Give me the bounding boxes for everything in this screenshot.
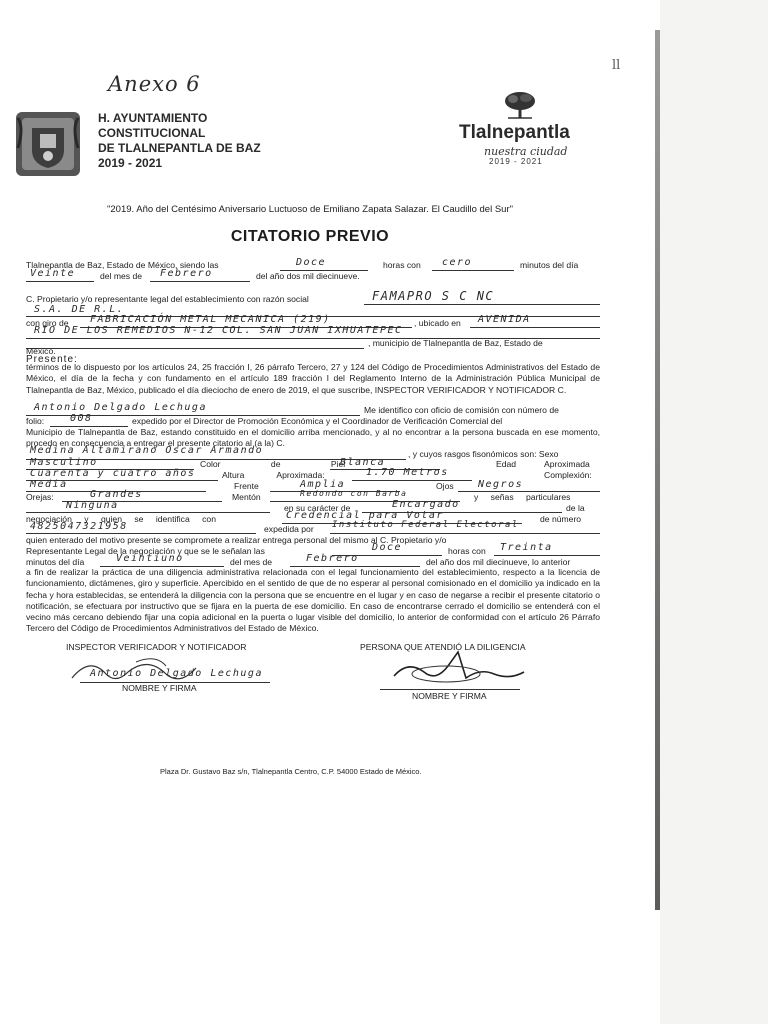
legal-basis-paragraph: términos de lo dispuesto por los artículos 24, 25 fracción I, 26 párrafo Tercero, 27 y 124 del Código de Procedimientos Administrativos del Estado de México, el día de la fecha y con fundamento en el artículo 189 fracción I del Reglamento Interno de la Administración Pública Municipal de Tlalnepantla de Baz, México, publicado el día dieciocho de enero de 2019, el que suscribe, INSPECTOR VERIFICADOR Y NOTIFICADOR C. xyxy=(26,362,600,395)
commission-text: Me identifico con oficio de comisión con número de xyxy=(364,405,559,415)
value-id-issuer: Instituto Federal Electoral xyxy=(332,520,519,530)
folio-label: folio: xyxy=(26,416,45,426)
features-text: , y cuyos rasgos fisonómicos son: Sexo xyxy=(408,449,559,459)
marks-label: y señas particulares xyxy=(474,492,571,502)
municipality-text: , municipio de Tlalnepantla de Baz, Estado de xyxy=(368,338,543,348)
document-title: CITATORIO PREVIO xyxy=(230,228,390,245)
age-label: Edad Aproximada xyxy=(496,459,590,469)
located-at-text: , ubicado en xyxy=(414,318,461,328)
value-new-day: Veintiuno xyxy=(116,553,184,564)
number-label: de número xyxy=(540,514,582,524)
value-age: Cuarenta y cuatro años xyxy=(30,468,196,479)
value-address-line1: AVENIDA xyxy=(478,314,531,325)
build-label: Complexión: xyxy=(544,470,592,480)
salutation: Presente: xyxy=(26,354,78,365)
value-inspector-name: Antonio Delgado Lechuga xyxy=(34,402,207,413)
of-month-text-2: del mes de xyxy=(230,557,273,567)
value-new-month: Febrero xyxy=(306,553,359,564)
identified-with-text: negociación y quien se identifica con xyxy=(26,514,216,524)
annex-handwritten-note: Anexo 6 xyxy=(108,72,201,96)
value-business-name: FAMAPRO S C NC xyxy=(372,289,495,303)
hours-with-text-2: horas con xyxy=(448,546,486,556)
value-hour: Doce xyxy=(296,257,327,268)
issued-by-label: expedida por xyxy=(264,524,314,534)
municipal-coat-of-arms xyxy=(12,108,84,180)
year-text: del año dos mil diecinueve. xyxy=(256,271,360,281)
minutes-of-day-text: minutos del día xyxy=(520,260,579,270)
chin-label: Mentón xyxy=(232,492,261,502)
value-height: 1.70 Metros xyxy=(366,467,449,478)
commitment-text: quien enterado del motivo presente se compromete a realizar entrega personal del mismo al C. Propietario y/o xyxy=(26,535,447,545)
value-id-type: Credencial para Votar xyxy=(286,510,444,521)
owner-intro-text: C. Propietario y/o representante legal del establecimiento con razón social xyxy=(26,294,309,304)
header-block xyxy=(98,111,261,171)
value-ears: Grandes xyxy=(90,489,143,500)
inspector-signature-name: Antonio Delgado Lechuga xyxy=(90,668,263,679)
value-business-type: S.A. DE R.L. xyxy=(34,304,125,315)
value-sex: Masculino xyxy=(30,457,98,468)
value-folio: 008 xyxy=(70,413,93,424)
corner-pencil-mark: ll xyxy=(612,58,621,73)
value-chin: Redondo con Barba xyxy=(300,489,408,498)
business-line-text: con giro de xyxy=(26,318,69,328)
skin-color-label: Color de Piel xyxy=(200,459,346,469)
value-minutes: cero xyxy=(442,257,473,268)
value-eyes: Negros xyxy=(478,479,524,490)
header-line1: H. AYUNTAMIENTO xyxy=(98,111,208,125)
value-role: Encargado xyxy=(392,499,460,510)
eyes-label: Ojos xyxy=(436,481,454,491)
ears-label: Orejas: xyxy=(26,492,54,502)
forehead-label: Frente xyxy=(234,481,259,491)
value-marks: Ninguna xyxy=(66,500,119,511)
inspector-signature-role: INSPECTOR VERIFICADOR Y NOTIFICADOR xyxy=(66,642,247,652)
value-build: Media xyxy=(30,479,68,490)
header-line3: DE TLALNEPANTLA DE BAZ xyxy=(98,141,261,155)
value-address-line2: RIO DE LOS REMEDIOS N-12 COL. SAN JUAN IXHUATEPEC xyxy=(34,325,403,336)
attendee-signature-role: PERSONA QUE ATENDIÓ LA DILIGENCIA xyxy=(360,642,526,652)
header-years: 2019 - 2021 xyxy=(98,156,163,170)
attendee-signature-caption: NOMBRE Y FIRMA xyxy=(412,691,487,701)
value-day: Veinte xyxy=(30,268,76,279)
inspector-signature-caption: NOMBRE Y FIRMA xyxy=(122,683,197,693)
value-month: Febrero xyxy=(160,268,213,279)
brand-years: 2019 - 2021 xyxy=(489,157,543,166)
value-business-line: FABRICACIÓN METAL MECANICA (219) xyxy=(90,314,331,325)
value-recipient-name: Medina Altamirano Oscar Armando xyxy=(30,445,264,456)
footer-address: Plaza Dr. Gustavo Baz s/n, Tlalnepantla Centro, C.P. 54000 Estado de México. xyxy=(160,767,422,776)
value-skin-color: Blanca xyxy=(340,457,386,468)
scheduled-text: Representante Legal de la negociación y que se le señalan las xyxy=(26,546,265,556)
height-label: Altura Aproximada: xyxy=(222,470,325,480)
role-label: en su carácter de xyxy=(284,503,351,513)
page-edge-shadow xyxy=(655,30,660,910)
of-month-text: del mes de xyxy=(100,271,143,281)
value-id-number: 4825047321958 xyxy=(30,521,128,532)
warning-paragraph: a fin de realizar la práctica de una diligencia administrativa relacionada con el legal funcionamiento del establecimiento, respecto a la licencia de funcionamiento, dictámenes, giro y superficie. Apercibido en el sentido de que de no esperar al personal comisionado en el domicilio ya indicado en la fecha y hora establecidas, se entenderá la diligencia con la persona que se encuentre en el lugar y en caso de negarse a recibir el presente citatorio o notificación, se efectuara por instructivo que se fijara en la puerta de ese domicilio. En caso de encontrarse cerrado el domicilio se entenderá con el vecino más cercano debiendo fijar una copia adicional en la puerta o lugar visible del domicilio, lo anterior de conformidad con el artículo 26 Párrafo Tercero del Código de Procedimientos Administrativos del Estado de México. xyxy=(26,567,600,634)
summons-paragraph: Municipio de Tlalnepantla de Baz, estando constituido en el domicilio arriba mencionado, y al no encontrar a la persona buscada en ese momento, procedo en consecuencia a entregar el presente citatorio al (a la) C. xyxy=(26,427,600,449)
year-motto: "2019. Año del Centésimo Aniversario Luctuoso de Emiliano Zapata Salazar. El Caudillo del Sur" xyxy=(107,204,513,215)
value-forehead: Amplia xyxy=(300,479,346,490)
value-new-minutes: Treinta xyxy=(500,542,553,553)
brand-name: Tlalnepantla xyxy=(459,122,570,143)
date-intro-text: Tlalnepantla de Baz, Estado de México, siendo las xyxy=(26,260,219,270)
tree-logo-icon xyxy=(500,90,540,120)
attendee-signature-scribble xyxy=(388,650,528,688)
header-line2: CONSTITUCIONAL xyxy=(98,126,206,140)
minutes-of-day-text-2: minutos del día xyxy=(26,557,85,567)
state-text: México. xyxy=(26,346,56,356)
hours-with-text: horas con xyxy=(383,260,421,270)
year-text-2: del año dos mil diecinueve, lo anterior xyxy=(426,557,571,567)
value-new-hour: Doce xyxy=(372,542,403,553)
issued-by-text: expedido por el Director de Promoción Económica y el Coordinador de Verificación Comercial del xyxy=(132,416,503,426)
of-the-text: de la xyxy=(566,503,585,513)
brand-tagline: nuestra ciudad xyxy=(484,145,568,158)
